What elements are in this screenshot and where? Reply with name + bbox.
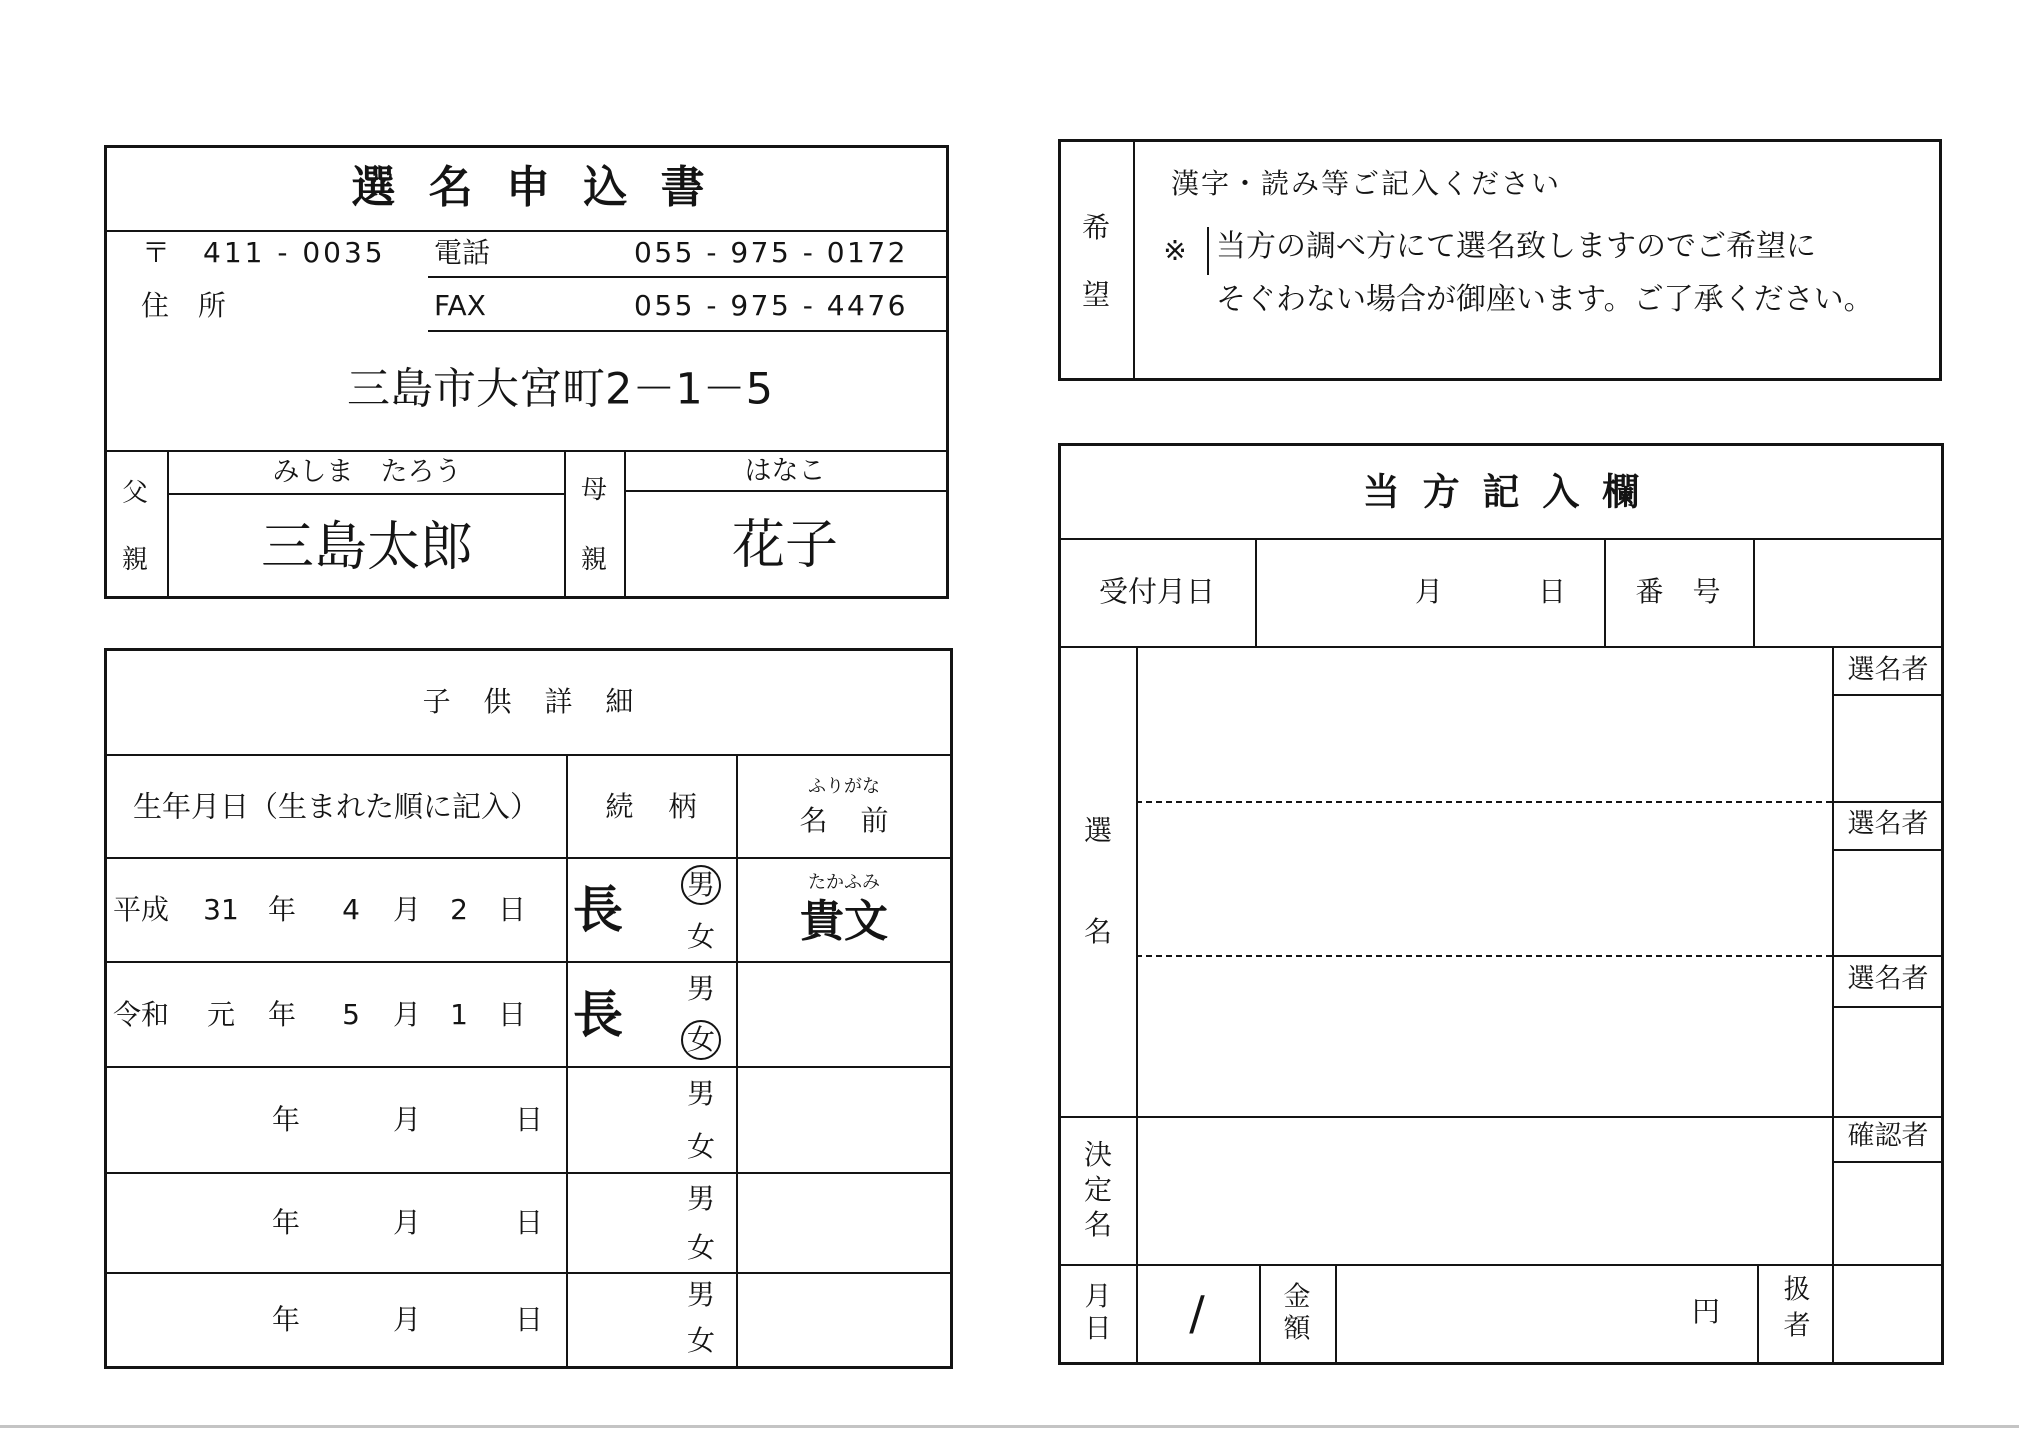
scan-edge <box>0 1425 2019 1428</box>
child-name: 貴文 <box>800 896 888 948</box>
gender-female: 女 <box>686 1324 716 1358</box>
day-unit: 日 <box>514 1206 544 1239</box>
gender-male: 男 <box>686 1181 716 1215</box>
handler-label: 扱 <box>1783 1274 1811 1306</box>
month-unit: 月 <box>392 1206 422 1239</box>
decided-name-label: 決 <box>1083 1138 1113 1171</box>
divider <box>1832 1006 1941 1008</box>
handler-label: 者 <box>1783 1310 1811 1342</box>
decided-name-label: 定 <box>1083 1173 1113 1206</box>
month-unit: 月 <box>1414 575 1444 608</box>
divider <box>1061 1116 1941 1118</box>
year-unit: 年 <box>271 1103 301 1136</box>
divider <box>1832 955 1941 957</box>
divider <box>1061 538 1941 540</box>
gender-male: 男 <box>686 1278 716 1312</box>
office-use-title: 当 方 記 入 欄 <box>1362 470 1640 514</box>
day-unit: 日 <box>514 1103 544 1136</box>
year-unit: 年 <box>267 893 297 926</box>
namer-label: 選名者 <box>1847 963 1929 995</box>
month-unit: 月 <box>392 893 422 926</box>
divider <box>1133 142 1135 378</box>
date-separator: / <box>1189 1286 1205 1340</box>
day-unit: 日 <box>514 1303 544 1336</box>
divider <box>107 230 946 232</box>
day-unit: 日 <box>497 997 527 1031</box>
note-line: そぐわない場合が御座います。ご了承ください。 <box>1216 282 1874 317</box>
form-title: 選 名 申 込 書 <box>351 162 705 213</box>
gender-female: 女 <box>681 1020 721 1060</box>
namer-label: 選名者 <box>1847 808 1929 840</box>
note-mark: ※ <box>1163 234 1187 267</box>
divider <box>564 450 566 596</box>
divider <box>1335 1264 1337 1362</box>
birth-order: 長 <box>573 985 623 1044</box>
divider <box>1832 694 1941 696</box>
amount-label: 金 <box>1283 1281 1311 1313</box>
month-unit: 月 <box>392 1103 422 1136</box>
table-row <box>107 1172 950 1272</box>
year-unit: 年 <box>271 1303 301 1336</box>
phone-number: 055 - 975 - 0172 <box>634 236 908 269</box>
children-details-title: 子 供 詳 細 <box>422 685 634 718</box>
request-label: 望 <box>1081 278 1111 311</box>
birth-month: 4 <box>342 893 360 926</box>
gender-male: 男 <box>686 971 716 1005</box>
amount-label: 額 <box>1283 1313 1311 1345</box>
divider <box>624 450 626 596</box>
year-unit: 年 <box>267 997 297 1031</box>
child-name-furigana: たかふみ <box>808 872 880 894</box>
divider <box>428 330 946 332</box>
divider <box>1832 646 1834 1362</box>
birth-month: 5 <box>342 997 360 1031</box>
divider <box>1757 1264 1759 1362</box>
father-label: 親 <box>121 545 149 575</box>
year-unit: 年 <box>271 1206 301 1239</box>
day-unit: 日 <box>1537 575 1567 608</box>
application-form <box>104 145 949 599</box>
header-relationship: 続 柄 <box>605 789 697 823</box>
children-details <box>104 648 953 1369</box>
note-line: 当方の調べ方にて選名致しますのでご希望に <box>1216 229 1816 264</box>
received-date-label: 受付月日 <box>1098 574 1216 609</box>
divider <box>1604 538 1606 646</box>
table-row <box>107 961 950 1066</box>
birth-order: 長 <box>573 881 623 939</box>
gender-male: 男 <box>686 1077 716 1110</box>
header-name-ruby: ふりがな <box>808 776 880 798</box>
address: 三島市大宮町2－1－5 <box>346 364 774 415</box>
birth-year: 元 <box>206 997 236 1031</box>
gender-female: 女 <box>686 1230 716 1264</box>
month-unit: 月 <box>392 997 422 1031</box>
naming-label: 名 <box>1083 915 1113 948</box>
father-name: 三島太郎 <box>261 516 473 578</box>
birth-day: 2 <box>450 893 468 926</box>
father-label: 父 <box>121 478 149 508</box>
birth-day: 1 <box>450 997 468 1031</box>
day-unit: 日 <box>497 893 527 926</box>
address-label: 住 所 <box>141 289 226 322</box>
divider <box>624 490 946 492</box>
birth-era: 令和 <box>112 997 170 1031</box>
divider <box>1832 1161 1941 1163</box>
divider <box>1832 801 1941 803</box>
office-use-box <box>1058 443 1944 1365</box>
divider <box>1136 646 1138 1362</box>
divider <box>107 450 946 452</box>
dashed-divider <box>1136 801 1832 803</box>
divider <box>1259 1264 1261 1362</box>
mother-label: 親 <box>580 545 608 575</box>
currency-unit: 円 <box>1691 1295 1721 1328</box>
fax-label: FAX <box>434 289 486 322</box>
table-header <box>107 754 950 857</box>
table-row <box>107 1272 950 1366</box>
header-name: 名 前 <box>799 803 889 837</box>
father-furigana: みしま たろう <box>272 456 462 488</box>
decided-name-label: 名 <box>1083 1208 1113 1241</box>
birth-era: 平成 <box>112 893 170 926</box>
gender-male: 男 <box>681 865 721 905</box>
divider <box>428 276 946 278</box>
request-label: 希 <box>1081 211 1111 244</box>
mother-label: 母 <box>580 475 608 505</box>
postal-code: 411 - 0035 <box>203 236 386 269</box>
table-row <box>107 1066 950 1172</box>
confirmer-label: 確認者 <box>1847 1120 1929 1152</box>
dashed-divider <box>1136 955 1832 957</box>
divider <box>1832 849 1941 851</box>
postal-mark: 〒 <box>141 236 171 269</box>
date-label: 日 <box>1084 1313 1112 1345</box>
table-row <box>107 857 950 961</box>
divider <box>1061 1264 1941 1266</box>
number-label: 番 号 <box>1635 575 1721 608</box>
divider <box>1061 646 1941 648</box>
note-bar <box>1207 227 1209 275</box>
mother-name: 花子 <box>732 514 838 576</box>
request-instruction: 漢字・読み等ご記入ください <box>1171 167 1562 200</box>
divider <box>167 450 169 596</box>
divider <box>1753 538 1755 646</box>
divider <box>167 493 564 495</box>
request-box <box>1058 139 1942 381</box>
gender-female: 女 <box>686 1130 716 1164</box>
header-birth-date: 生年月日（生まれた順に記入） <box>132 789 540 823</box>
divider <box>1255 538 1257 646</box>
phone-label: 電話 <box>434 236 491 269</box>
naming-label: 選 <box>1083 814 1113 847</box>
month-unit: 月 <box>392 1303 422 1336</box>
birth-year: 31 <box>203 893 239 926</box>
mother-furigana: はなこ <box>744 455 826 487</box>
namer-label: 選名者 <box>1847 654 1929 686</box>
fax-number: 055 - 975 - 4476 <box>634 289 908 322</box>
gender-female: 女 <box>686 919 716 953</box>
date-label: 月 <box>1084 1281 1112 1313</box>
